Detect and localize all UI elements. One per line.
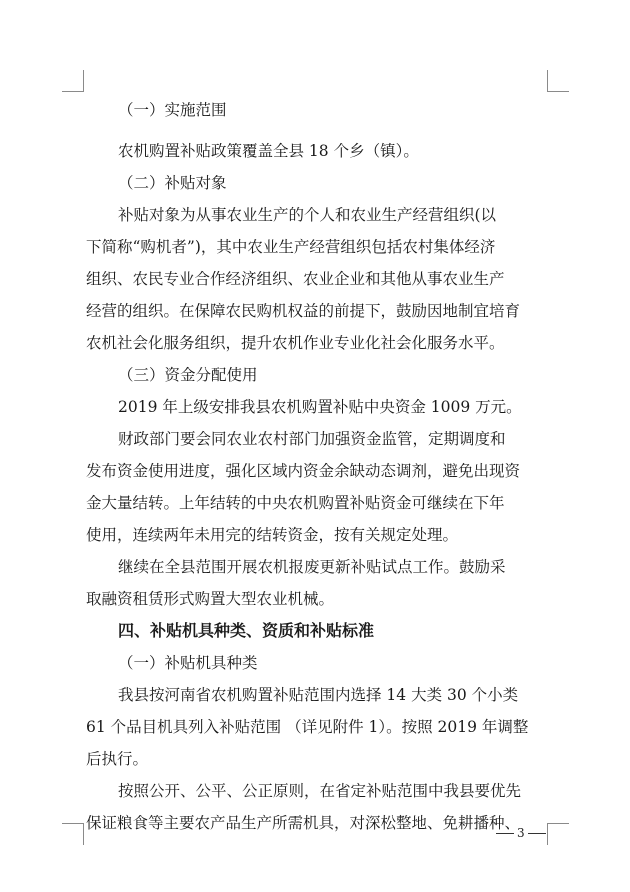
paragraph-line: 财政部门要会同农业农村部门加强资金监管，定期调度和	[118, 430, 506, 448]
paragraph-line: 使用，连续两年未用完的结转资金，按有关规定处理。	[86, 526, 459, 544]
paragraph-line: 2019 年上级安排我县农机购置补贴中央资金 1009 万元。	[118, 398, 522, 416]
paragraph-line: 经营的组织。在保障农民购机权益的前提下，鼓励因地制宜培育	[86, 302, 521, 320]
paragraph-line: 继续在全县范围开展农机报废更新补贴试点工作。鼓励采	[118, 558, 506, 576]
crop-mark-top-right-h	[547, 91, 569, 92]
page-number-value: 3	[517, 826, 525, 840]
paragraph-line: 61 个品目机具列入补贴范围 （详见附件 1）。按照 2019 年调整	[86, 718, 529, 736]
subheading-implementation-scope: （一）实施范围	[118, 101, 227, 119]
paragraph-line: 补贴对象为从事农业生产的个人和农业生产经营组织(以	[118, 206, 497, 224]
section-heading-four: 四、补贴机具种类、资质和补贴标准	[118, 621, 375, 640]
page-number	[493, 826, 549, 840]
paragraph-line: 组织、农民专业合作经济组织、农业企业和其他从事农业生产	[86, 270, 505, 288]
paragraph-line: 农机购置补贴政策覆盖全县 18 个乡（镇）。	[118, 142, 419, 160]
paragraph-line: 下简称“购机者”)，其中农业生产经营组织包括农村集体经济	[86, 238, 496, 256]
crop-mark-top-left-h	[62, 91, 84, 92]
subheading-subsidy-targets: （二）补贴对象	[118, 174, 227, 192]
crop-mark-bottom-left-v	[83, 823, 84, 845]
dash-right	[528, 833, 546, 834]
crop-mark-top-right-v	[547, 70, 548, 92]
subheading-machinery-types: （一）补贴机具种类	[118, 654, 258, 672]
paragraph-line: 金大量结转。上年结转的中央农机购置补贴资金可继续在下年	[86, 494, 505, 512]
dash-left	[496, 833, 514, 834]
paragraph-line: 我县按河南省农机购置补贴范围内选择 14 大类 30 个小类	[118, 686, 519, 704]
crop-mark-bottom-left-h	[62, 823, 84, 824]
paragraph-line: 农机社会化服务组织，提升农机作业专业化社会化服务水平。	[86, 334, 505, 352]
paragraph-line: 按照公开、公平、公正原则，在省定补贴范围中我县要优先	[118, 782, 522, 800]
subheading-fund-allocation: （三）资金分配使用	[118, 366, 258, 384]
paragraph-line: 后执行。	[86, 750, 149, 768]
paragraph-line: 取融资租赁形式购置大型农业机械。	[86, 590, 335, 608]
paragraph-line: 保证粮食等主要农产品生产所需机具，对深松整地、免耕播种、	[86, 814, 521, 832]
crop-mark-top-left-v	[83, 70, 84, 92]
paragraph-line: 发布资金使用进度，强化区域内资金余缺动态调剂，避免出现资	[86, 462, 521, 480]
crop-mark-bottom-right-h	[547, 823, 569, 824]
